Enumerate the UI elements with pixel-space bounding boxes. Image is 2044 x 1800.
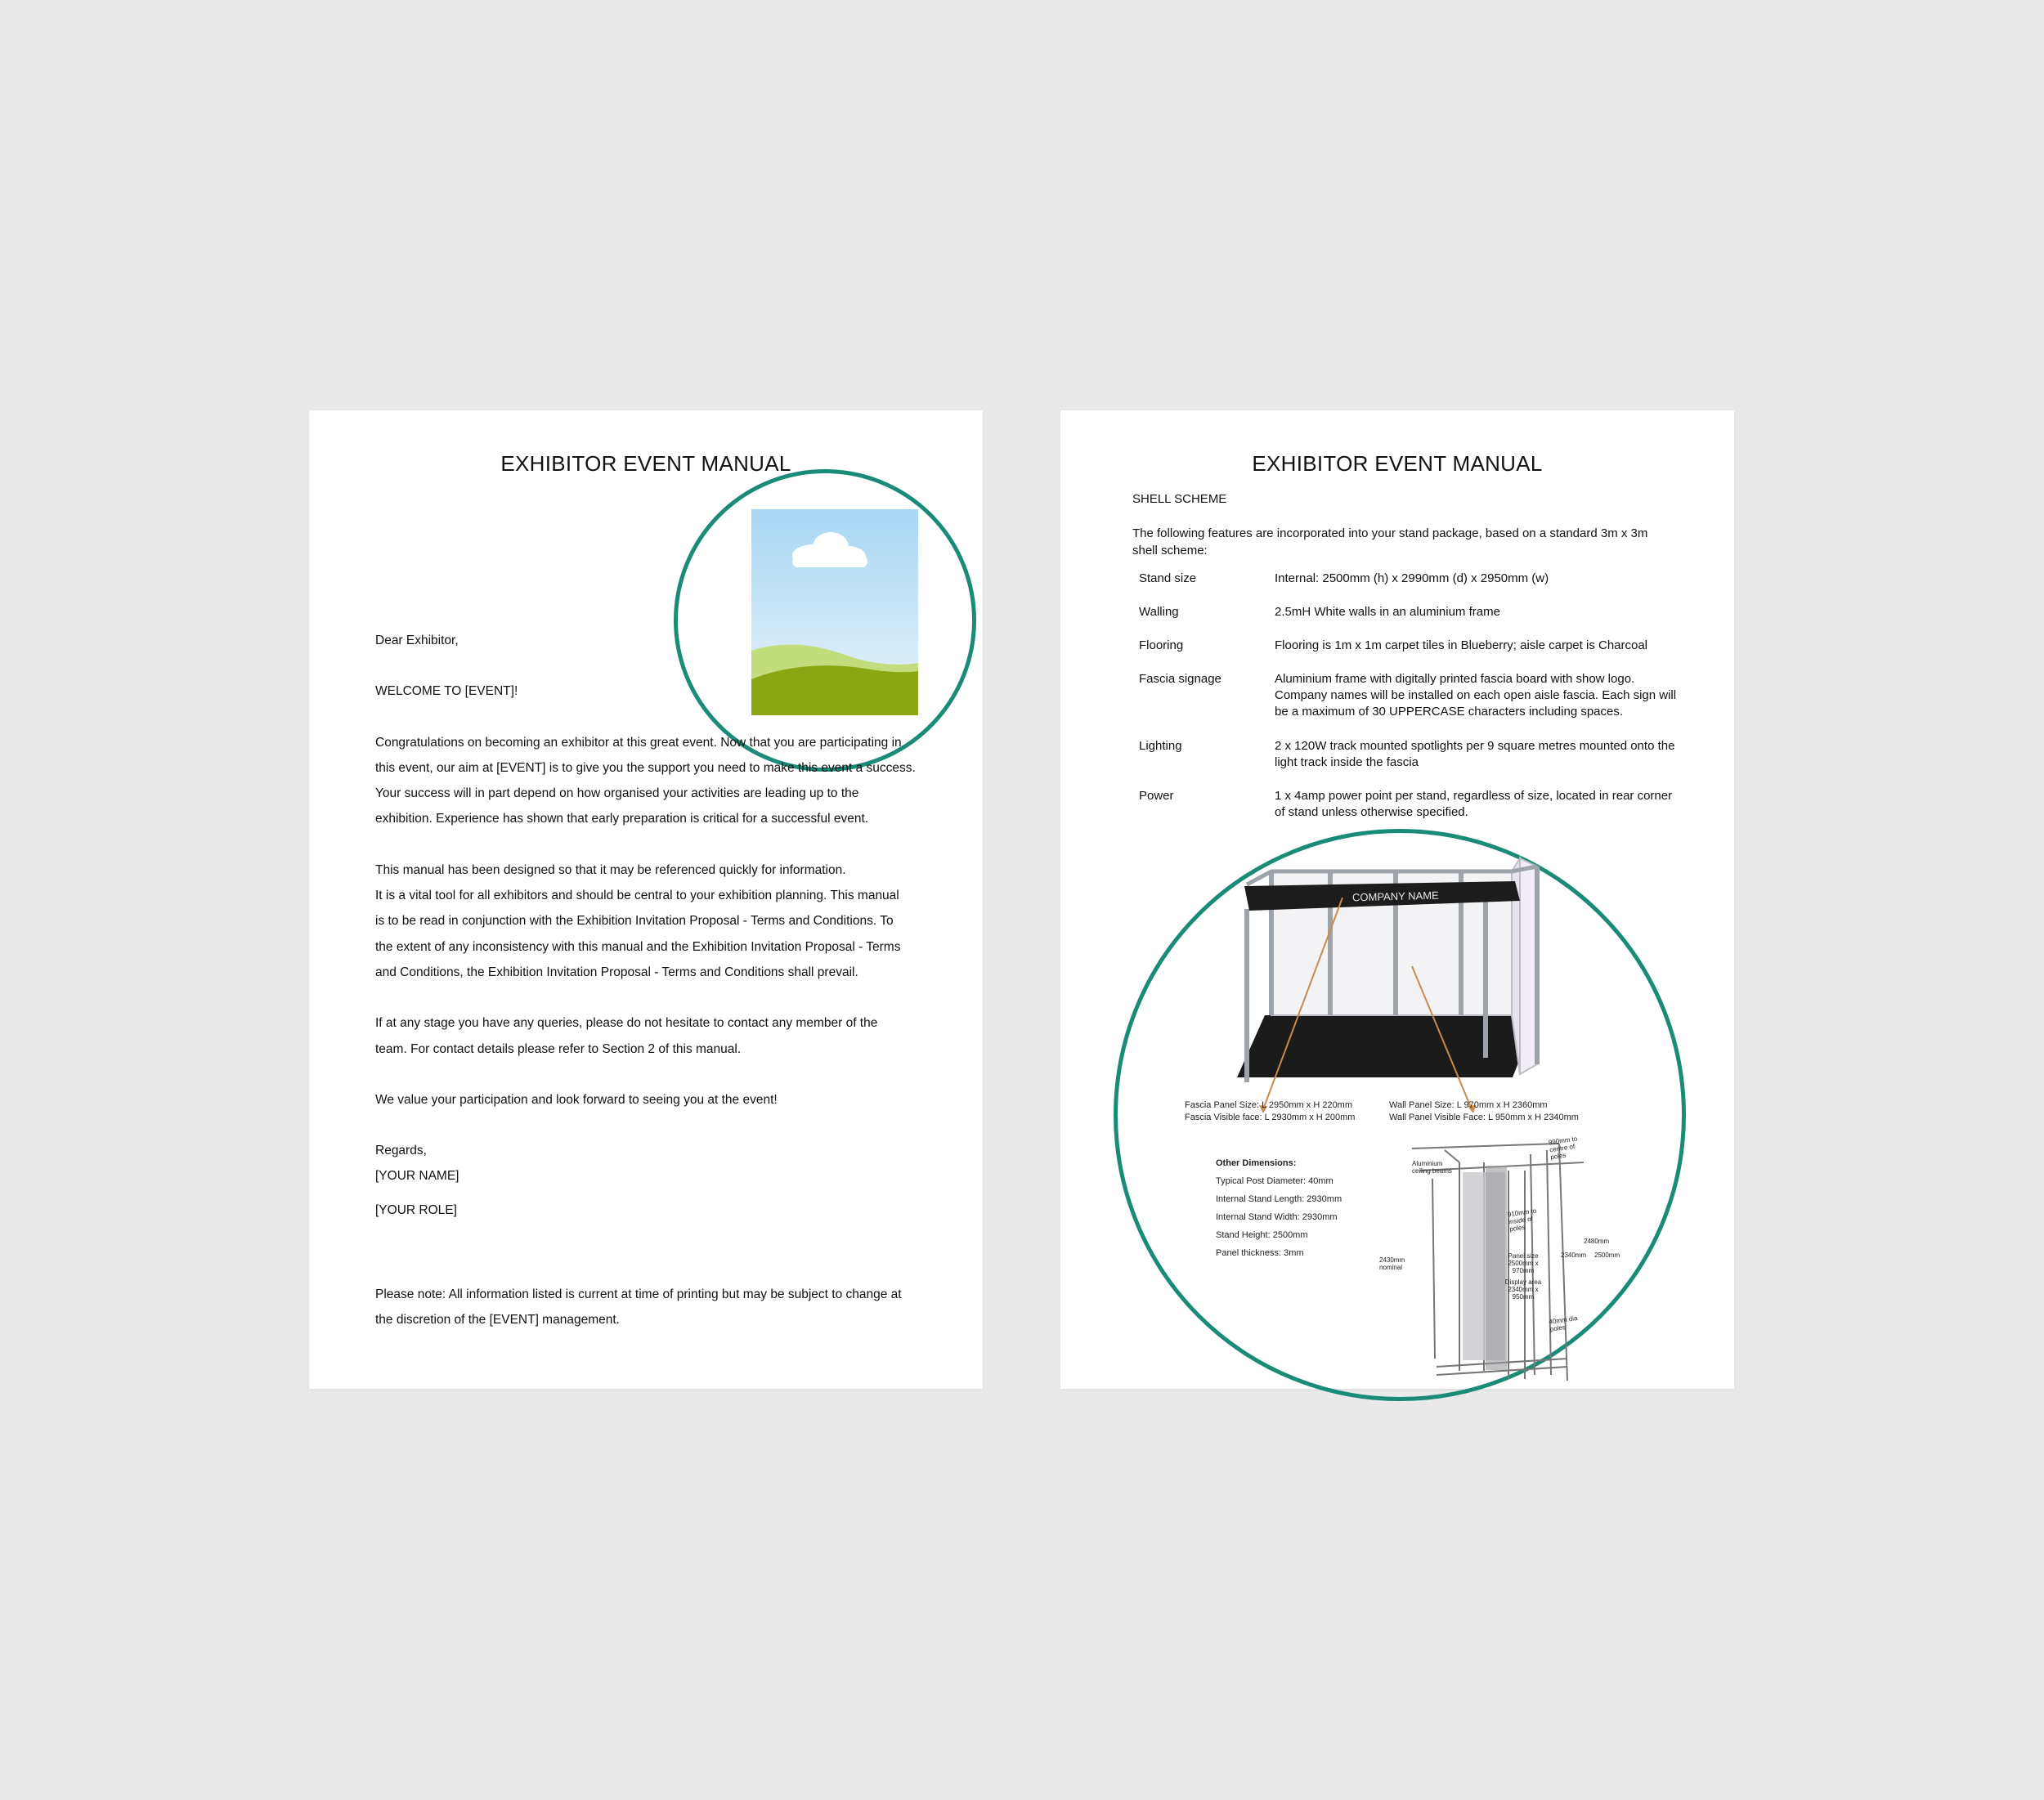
your-name: [YOUR NAME]	[375, 1169, 459, 1184]
intro-text: The following features are incorporated into your stand package, based on a standard 3m x 3m shell scheme:	[1132, 526, 1648, 557]
para2-line: It is a vital tool for all exhibitors and should be central to your exhibition planning. This manual	[375, 889, 899, 903]
page-title: EXHIBITOR EVENT MANUAL	[500, 451, 791, 476]
fascia-company-name: COMPANY NAME	[1351, 889, 1439, 904]
other-dimensions-header: Other Dimensions:	[1216, 1158, 1297, 1168]
dimension-item: Panel thickness: 3mm	[1216, 1248, 1304, 1258]
feature-value: 2 x 120W track mounted spotlights per 9 square metres mounted onto the light track inside the fascia	[1275, 739, 1675, 769]
greeting: Dear Exhibitor,	[375, 634, 459, 647]
para1-line: Congratulations on becoming an exhibitor at this great event. Now that you are participating in	[375, 735, 902, 750]
feature-label: Power	[1139, 789, 1174, 803]
feature-value: Internal: 2500mm (h) x 2990mm (d) x 2950mm (w)	[1275, 571, 1549, 585]
beam-label: Aluminium ceiling beams	[1412, 1160, 1452, 1175]
feature-label: Stand size	[1139, 571, 1197, 585]
feature-value: Aluminium frame with digitally printed fascia board with show logo. Company names will be installed on each open aisle fascia. Each sign will be a maximum of 30 UPPERCASE characters including spaces.	[1275, 672, 1677, 719]
top-measure-label: 990mm to centre of poles	[1548, 1135, 1578, 1162]
feature-label: Walling	[1139, 605, 1179, 619]
other-dimensions	[1216, 1154, 1342, 1262]
print-note	[375, 1282, 931, 1333]
para2-line: and Conditions, the Exhibition Invitation Proposal - Terms and Conditions shall prevail.	[375, 965, 858, 979]
left-page	[309, 410, 983, 1389]
letter-body	[375, 628, 931, 1223]
para3-line: team. For contact details please refer to Section 2 of this manual.	[375, 1041, 742, 1056]
feature-label: Fascia signage	[1139, 672, 1221, 686]
display-area-label: Display area 2340mm x 950mm	[1504, 1278, 1542, 1301]
para2-line: the extent of any inconsistency with this manual and the Exhibition Invitation Proposal - Terms	[375, 939, 901, 954]
para1-line: exhibition. Experience has shown that early preparation is critical for a successful event.	[375, 812, 869, 826]
height-label: 2480mm	[1584, 1238, 1610, 1245]
welcome-line: WELCOME TO [EVENT]!	[375, 684, 518, 699]
feature-value: Flooring is 1m x 1m carpet tiles in Blueberry; aisle carpet is Charcoal	[1275, 638, 1648, 652]
para3-line: If at any stage you have any queries, please do not hesitate to contact any member of the	[375, 1016, 878, 1031]
right-page	[1060, 410, 1734, 1389]
wall-panel-size: Wall Panel Size: L 970mm x H 2360mm	[1389, 1100, 1548, 1110]
fascia-visible-face: Fascia Visible face: L 2930mm x H 200mm	[1185, 1113, 1356, 1122]
feature-label: Lighting	[1139, 739, 1182, 753]
dimension-item: Internal Stand Width: 2930mm	[1216, 1212, 1338, 1222]
fascia-panel-size: Fascia Panel Size: L 2950mm x H 220mm	[1185, 1100, 1353, 1110]
panel-size-label: Panel size 2500mm x 970mm	[1508, 1252, 1539, 1274]
dimension-item: Stand Height: 2500mm	[1216, 1230, 1308, 1240]
regards: Regards,	[375, 1144, 427, 1158]
para1-line: this event, our aim at [EVENT] is to give you the support you need to make this event a success.	[375, 760, 916, 775]
dimension-item: Typical Post Diameter: 40mm	[1216, 1176, 1334, 1186]
feature-value: 1 x 4amp power point per stand, regardless of size, located in rear corner of stand unless otherwise specified.	[1275, 789, 1673, 819]
feature-label: Flooring	[1139, 638, 1184, 652]
wall-visible-face: Wall Panel Visible Face: L 950mm x H 2340mm	[1389, 1113, 1579, 1122]
left-height-label: 2430mm nominal	[1379, 1256, 1405, 1271]
para2-line: This manual has been designed so that it may be referenced quickly for information.	[375, 862, 846, 877]
inner-measure-label: 910mm to inside of poles	[1507, 1207, 1537, 1234]
dimension-item: Internal Stand Length: 2930mm	[1216, 1194, 1342, 1204]
feature-value: 2.5mH White walls in an aluminium frame	[1275, 605, 1500, 619]
pole-label: 40mm dia poles	[1548, 1314, 1578, 1333]
your-role: [YOUR ROLE]	[375, 1202, 457, 1217]
section-heading: SHELL SCHEME	[1132, 492, 1227, 506]
para2-line: is to be read in conjunction with the Exhibition Invitation Proposal - Terms and Conditions. To	[375, 914, 894, 929]
stand-floor	[1237, 1015, 1537, 1077]
height-label: 2340mm	[1561, 1251, 1587, 1259]
note-line: the discretion of the [EVENT] management.	[375, 1313, 620, 1328]
note-line: Please note: All information listed is current at time of printing but may be subject to change at	[375, 1287, 902, 1301]
page-title: EXHIBITOR EVENT MANUAL	[1252, 451, 1543, 476]
height-label: 2500mm	[1594, 1251, 1620, 1259]
para4: We value your participation and look forward to seeing you at the event!	[375, 1092, 778, 1107]
para1-line: Your success will in part depend on how organised your activities are leading up to the	[375, 786, 859, 801]
